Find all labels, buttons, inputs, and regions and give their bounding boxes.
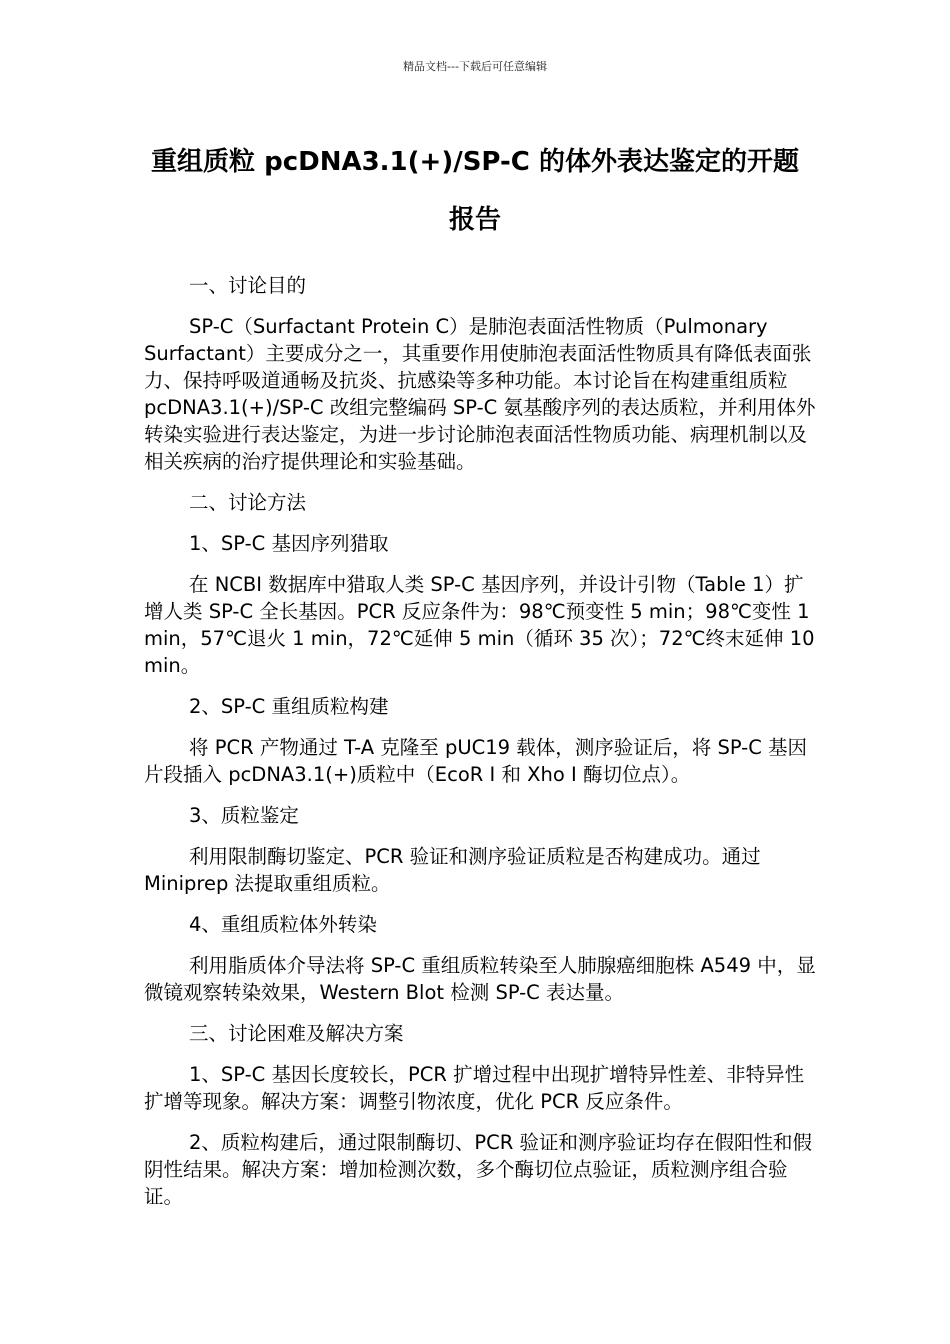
body-paragraph: 1、SP-C 基因长度较长，PCR 扩增过程中出现扩增特异性差、非特异性扩增等现象。解决方案：调整引物浓度，优化 PCR 反应条件。 [144,1063,805,1113]
header-note: 精品文档---下载后可任意编辑 [403,60,547,73]
document-body [144,272,820,1224]
section-heading: 三、讨论困难及解决方案 [189,1022,404,1045]
section-heading: 一、讨论目的 [189,274,307,297]
subsection-heading: 3、质粒鉴定 [189,804,299,827]
body-paragraph: 2、质粒构建后，通过限制酶切、PCR 验证和测序验证均存在假阳性和假阴性结果。解决方案：增加检测次数，多个酶切位点验证，质粒测序组合验证。 [144,1131,813,1208]
body-paragraph: 在 NCBI 数据库中猎取人类 SP-C 基因序列，并设计引物（Table 1）扩增人类 SP-C 全长基因。PCR 反应条件为：98℃预变性 5 min；98℃变性 1 min，57℃退火 1 min，72℃延伸 5 min（循环 35 次）；72℃终末延伸 10 min。 [144,573,815,677]
subsection-heading: 2、SP-C 重组质粒构建 [189,695,389,718]
body-paragraph: 利用限制酶切鉴定、PCR 验证和测序验证质粒是否构建成功。通过 Miniprep 法提取重组质粒。 [144,845,761,895]
subsection-heading: 4、重组质粒体外转染 [189,913,377,936]
subsection-heading: 1、SP-C 基因序列猎取 [189,532,389,555]
section-heading: 二、讨论方法 [189,491,307,514]
document-title: 重组质粒 pcDNA3.1(+)/SP-C 的体外表达鉴定的开题报告 [151,147,799,235]
body-paragraph: SP-C（Surfactant Protein C）是肺泡表面活性物质（Pulmonary Surfactant）主要成分之一，其重要作用使肺泡表面活性物质具有降低表面张力、保持呼吸道通畅及抗炎、抗感染等多种功能。本讨论旨在构建重组质粒 pcDNA3.1(+)/SP-C 改组完整编码 SP-C 氨基酸序列的表达质粒，并利用体外转染实验进行表达鉴定，为进一步讨论肺泡表面活性物质功能、病理机制以及相关疾病的治疗提供理论和实验基础。 [144,315,816,473]
body-paragraph: 利用脂质体介导法将 SP-C 重组质粒转染至人肺腺癌细胞株 A549 中，显微镜观察转染效果，Western Blot 检测 SP-C 表达量。 [144,954,816,1004]
body-paragraph: 将 PCR 产物通过 T-A 克隆至 pUC19 载体，测序验证后，将 SP-C 基因片段插入 pcDNA3.1(+)质粒中（EcoR I 和 Xho I 酶切位点）。 [144,736,808,786]
